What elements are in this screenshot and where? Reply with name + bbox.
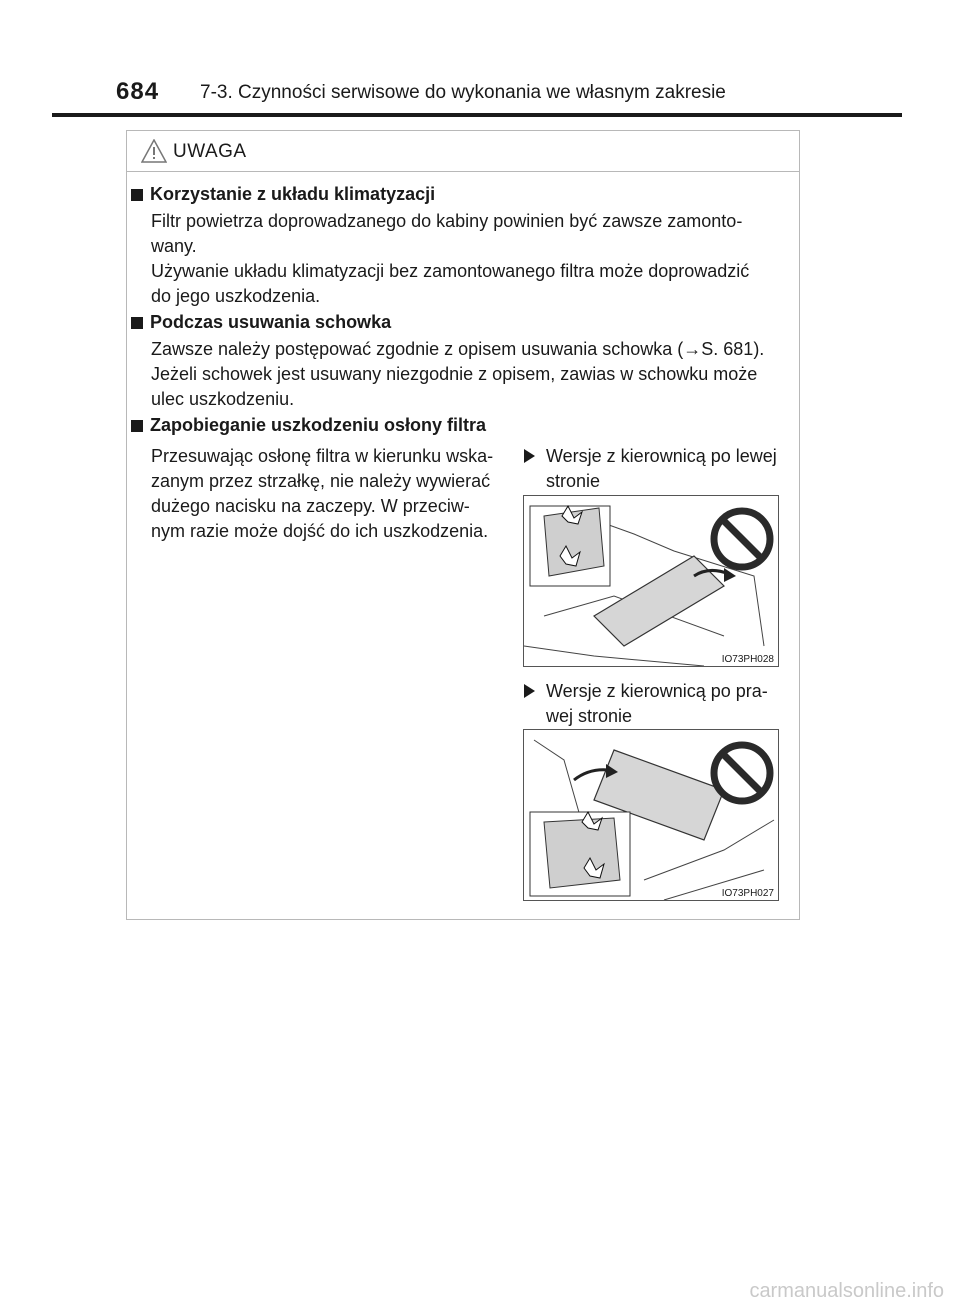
section-body-filter-cover	[151, 444, 501, 544]
body-line: Filtr powietrza doprowadzanego do kabiny powinien być zawsze zamonto-	[151, 211, 743, 231]
filter-cover-illustration	[524, 730, 779, 901]
square-bullet-icon	[131, 317, 143, 329]
body-line: zanym przez strzałkę, nie należy wywierać	[151, 471, 491, 491]
header-divider	[52, 113, 902, 117]
figure-caption-text: Wersje z kierownicą po lewej stronie	[546, 446, 777, 491]
figure-code: IO73PH028	[721, 654, 774, 665]
section-heading-filter-cover	[131, 415, 486, 436]
figure-filter-cover-lhd	[523, 495, 779, 667]
section-body-glovebox	[151, 337, 791, 412]
warning-label: UWAGA	[173, 141, 247, 162]
body-line: dużego nacisku na zaczepy. W przeciw-	[151, 496, 470, 516]
square-bullet-icon	[131, 420, 143, 432]
section-heading-air-conditioning	[131, 184, 435, 205]
square-bullet-icon	[131, 189, 143, 201]
body-line: Przesuwając osłonę filtra w kierunku wska-	[151, 446, 494, 466]
body-line: Używanie układu klimatyzacji bez zamontowanego filtra może doprowadzić	[151, 261, 750, 281]
body-line: Zawsze należy postępować zgodnie z opisem usuwania schowka (→S. 681).	[151, 339, 765, 359]
filter-cover-illustration	[524, 496, 779, 667]
body-line: nym razie może dojść do ich uszkodzenia.	[151, 521, 489, 541]
body-line: wany.	[151, 236, 197, 256]
section-title: 7-3. Czynności serwisowe do wykonania we własnym zakresie	[200, 82, 726, 103]
body-line: do jego uszkodzenia.	[151, 286, 321, 306]
figure-caption-text: Wersje z kierownicą po pra-wej stronie	[546, 681, 768, 726]
warning-box	[126, 130, 800, 920]
body-line: Jeżeli schowek jest usuwany niezgodnie z opisem, zawias w schowku może	[151, 364, 758, 384]
page-number: 684	[116, 78, 160, 105]
figure-filter-cover-rhd	[523, 729, 779, 901]
warning-header	[127, 131, 799, 172]
arrow-bullet-icon	[524, 684, 535, 698]
warning-triangle-icon	[141, 139, 167, 163]
section-heading-glovebox	[131, 312, 391, 333]
watermark: carmanualsonline.info	[749, 1280, 944, 1302]
body-line: ulec uszkodzeniu.	[151, 389, 295, 409]
section-title-text: Podczas usuwania schowka	[150, 312, 392, 332]
arrow-bullet-icon	[524, 449, 535, 463]
section-title-text: Zapobieganie uszkodzeniu osłony filtra	[150, 415, 487, 435]
section-body-air-conditioning	[151, 209, 791, 309]
page-header	[0, 0, 960, 118]
section-title-text: Korzystanie z układu klimatyzacji	[150, 184, 436, 204]
figure-code: IO73PH027	[721, 888, 774, 899]
